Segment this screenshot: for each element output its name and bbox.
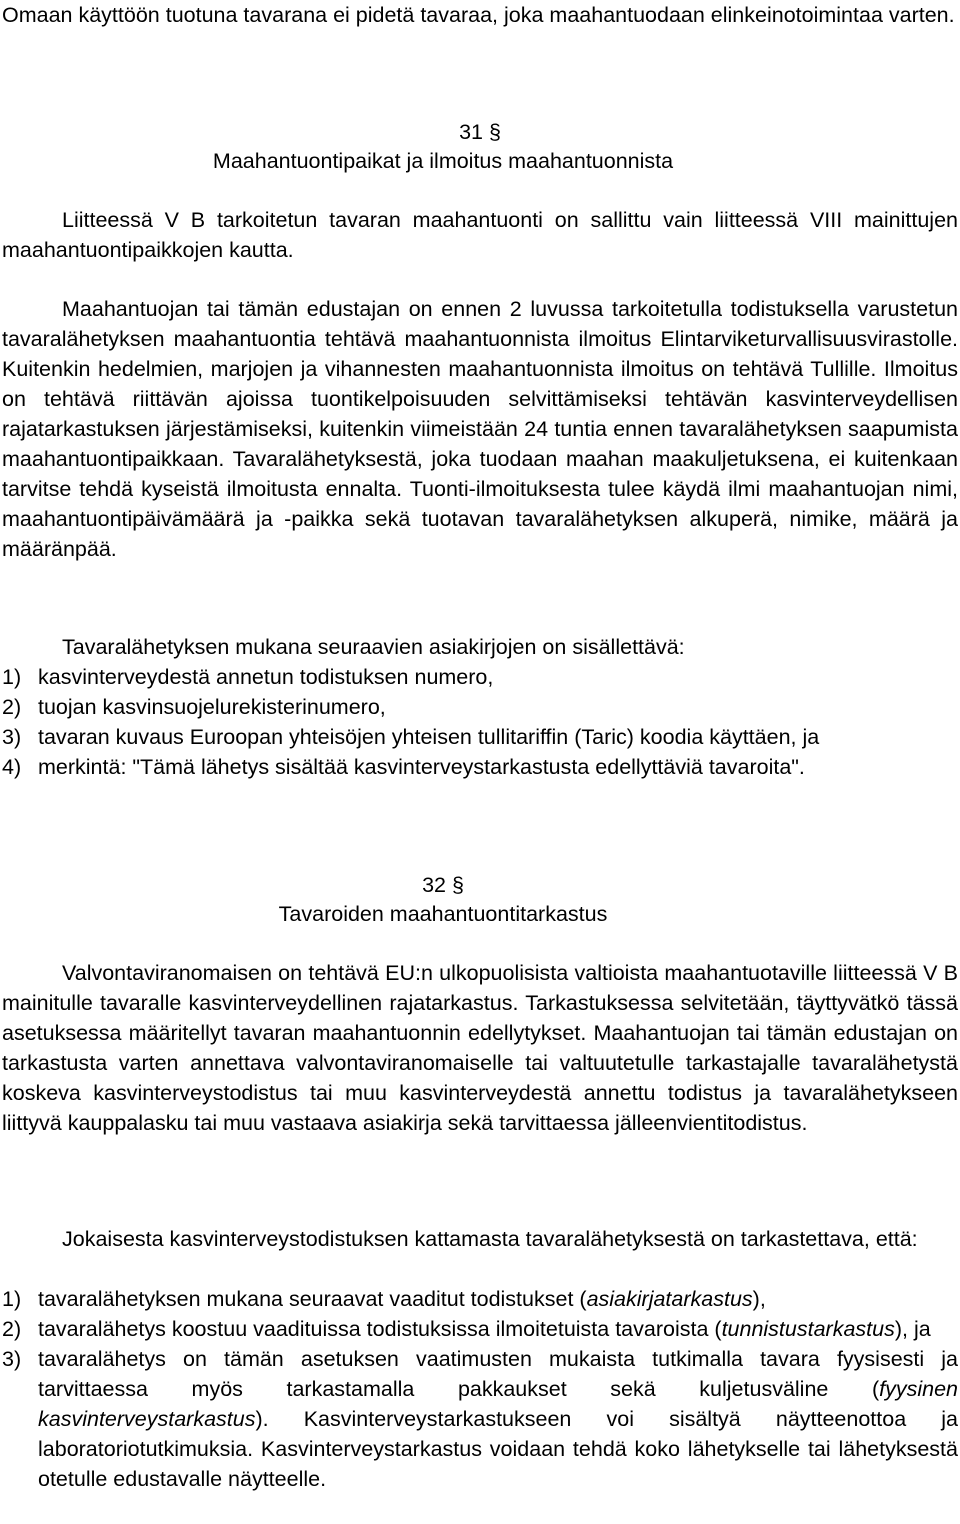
list-item xyxy=(2,752,958,782)
list-item xyxy=(2,692,958,722)
section-31-number: 31 § xyxy=(459,120,501,144)
section-32-paragraph-1: Valvontaviranomaisen on tehtävä EU:n ulkopuolisista valtioista maahantuotaville liitteessä V B mainitulle tavaralle kasvinterveydellinen rajatarkastus. Tarkastuksessa selvitetään, täyttyvätkö tässä asetuksessa määritellyt tavaran maahantuonnin edellytykset. Maahantuojan tai tämän edustajan on tarkastusta varten annettava valvontaviranomaiselle tai valtuutetulle tarkastajalle tavaralähetystä koskeva kasvinterveystodistus tai muu kasvinterveydestä annettu todistus ja tavaralähetykseen liittyvä kauppalasku tai muu vastaava asiakirja sekä tarvittaessa jälleenvientitodistus. xyxy=(2,961,958,1135)
intro-paragraph: Omaan käyttöön tuotuna tavarana ei pidetä tavaraa, joka maahantuodaan elinkeinotoimintaa varten. xyxy=(2,3,955,27)
section-32-title: Tavaroiden maahantuontitarkastus xyxy=(278,902,608,926)
list-item-number: 3) xyxy=(2,1347,22,1371)
list-item-number: 2) xyxy=(2,1317,22,1341)
section-32-number: 32 § xyxy=(422,873,464,897)
list-item-number: 2) xyxy=(2,695,22,719)
list-item-text: tavaralähetys koostuu vaadituissa todistuksissa ilmoitetuista tavaroista (tunnistustarkastus), ja xyxy=(38,1317,931,1341)
list-item xyxy=(2,662,958,692)
list-item xyxy=(2,1314,958,1344)
section-31-title: Maahantuontipaikat ja ilmoitus maahantuonnista xyxy=(212,149,674,173)
section-32-list-lead: Jokaisesta kasvinterveystodistuksen kattamasta tavaralähetyksestä on tarkastettava, että: xyxy=(62,1227,918,1251)
list-item-text: tavaran kuvaus Euroopan yhteisöjen yhteisen tullitariffin (Taric) koodia käyttäen, ja xyxy=(38,725,820,749)
list-item xyxy=(2,722,958,752)
list-item-text: merkintä: "Tämä lähetys sisältää kasvinterveystarkastusta edellyttäviä tavaroita". xyxy=(38,755,805,779)
section-31-list-lead: Tavaralähetyksen mukana seuraavien asiakirjojen on sisällettävä: xyxy=(62,635,685,659)
list-item-term: fyysinen kasvinterveystarkastus xyxy=(38,1377,958,1431)
list-item-number: 1) xyxy=(2,1287,22,1311)
list-item-term: asiakirjatarkastus xyxy=(586,1287,753,1311)
list-item-number: 1) xyxy=(2,665,22,689)
list-item-text: tavaralähetys on tämän asetuksen vaatimusten mukaista tutkimalla tavara fyysisesti ja tarvittaessa myös tarkastamalla pakkaukset sekä kuljetusväline (fyysinen kasvinterveystarkastus). Kasvinterveystarkastukseen voi sisältyä näytteenottoa ja laboratoriotutkimuksia. Kasvinterveystarkastus voidaan tehdä koko lähetykselle tai lähetyksestä otetulle edustavalle näytteelle. xyxy=(38,1347,958,1491)
list-item-text: tavaralähetyksen mukana seuraavat vaaditut todistukset (asiakirjatarkastus), xyxy=(38,1287,766,1311)
list-item-term: tunnistustarkastus xyxy=(721,1317,895,1341)
section-31-document-list xyxy=(2,662,958,782)
section-31-paragraph-1: Liitteessä V B tarkoitetun tavaran maahantuonti on sallittu vain liitteessä VIII mainittujen maahantuontipaikkojen kautta. xyxy=(2,208,958,262)
list-item-text: tuojan kasvinsuojelurekisterinumero, xyxy=(38,695,386,719)
section-32-check-list xyxy=(2,1284,958,1494)
list-item-number: 3) xyxy=(2,725,22,749)
list-item xyxy=(2,1284,958,1314)
list-item xyxy=(2,1344,958,1494)
list-item-number: 4) xyxy=(2,755,22,779)
list-item-text: kasvinterveydestä annetun todistuksen numero, xyxy=(38,665,494,689)
section-31-paragraph-2: Maahantuojan tai tämän edustajan on ennen 2 luvussa tarkoitetulla todistuksella varustetun tavaralähetyksen maahantuontia tehtävä maahantuonnista ilmoitus Elintarviketurvallisuusvirastolle. Kuitenkin hedelmien, marjojen ja vihannesten maahantuonnista ilmoitus on tehtävä Tullille. Ilmoitus on tehtävä riittävän ajoissa tuontikelpoisuuden selvittämiseksi tehtävän kasvinterveydellisen rajatarkastuksen järjestämiseksi, kuitenkin viimeistään 24 tuntia ennen tavaralähetyksen saapumista maahantuontipaikkaan. Tavaralähetyksestä, joka tuodaan maahan maakuljetuksena, ei kuitenkaan tarvitse tehdä kyseistä ilmoitusta ennalta. Tuonti-ilmoituksesta tulee käydä ilmi maahantuojan nimi, maahantuontipäivämäärä ja -paikka sekä tuotavan tavaralähetyksen alkuperä, nimike, määrä ja määränpää. xyxy=(2,297,958,561)
